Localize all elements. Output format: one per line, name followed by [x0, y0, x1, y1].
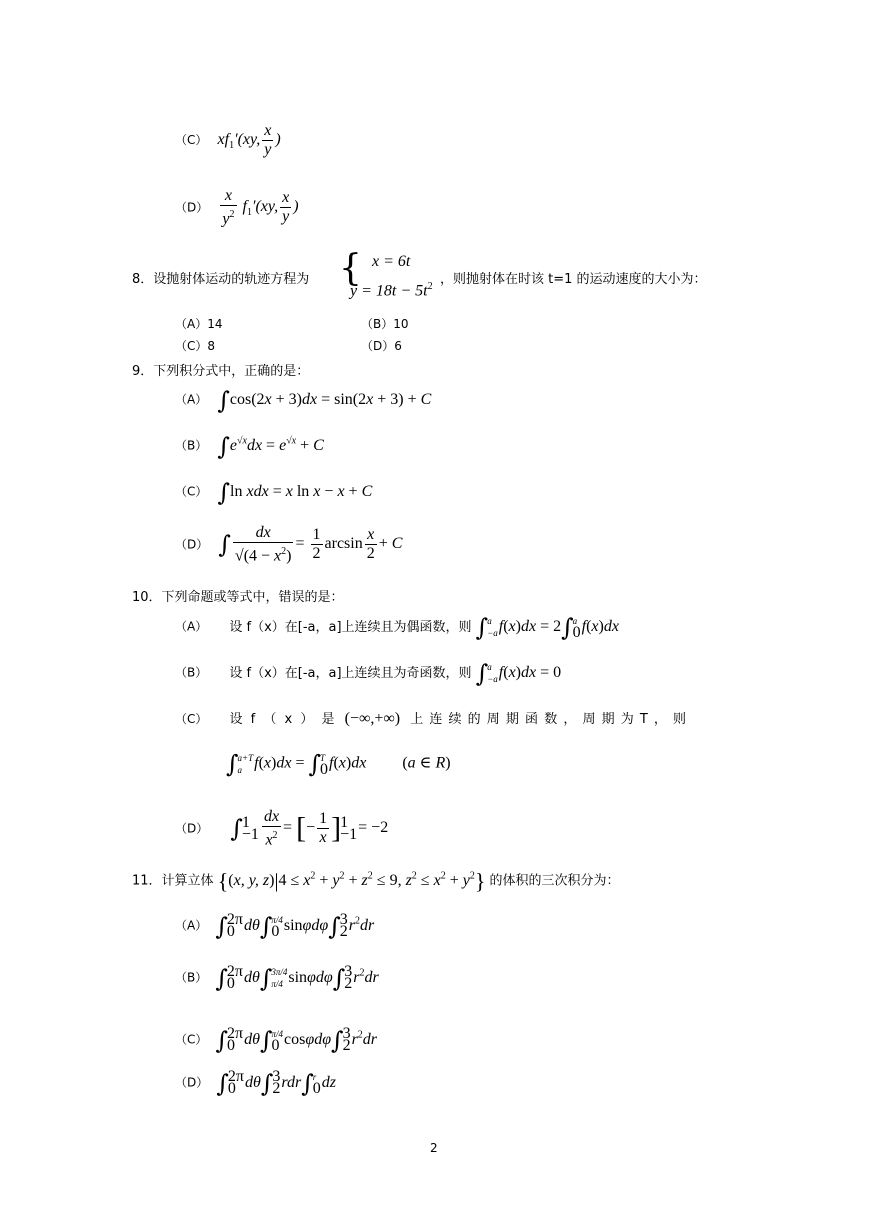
page-number: 2 [430, 1141, 438, 1155]
q10-option-c-line1 [175, 708, 686, 728]
q8-eq2: $y = 18t - 5t^2$ [350, 281, 433, 300]
q10-option-c-text1: 设 f （ x ） 是 [229, 712, 335, 727]
q11-option-b [175, 963, 379, 992]
q10-option-b-formula: ∫ a −a f(x)dx = 0 [475, 659, 562, 687]
q9-option-a [175, 388, 431, 412]
q10-option-a-text: 设 f（x）在[-a，a]上连续且为偶函数，则 [229, 619, 472, 635]
q9-option-c-formula: ∫ln xdx = x ln x − x + C [217, 478, 373, 506]
q8-left-brace-icon: { [339, 248, 362, 289]
q11-number: 11． [132, 873, 162, 889]
q11-option-a-label: （A） [175, 918, 208, 933]
q10-option-b-text: 设 f（x）在[-a，a]上连续且为奇函数，则 [229, 665, 472, 681]
q8-option-a: （A）14 [175, 317, 223, 331]
q11-option-a [175, 911, 375, 940]
q9-stem-text: 下列积分式中，正确的是： [153, 364, 310, 379]
q10-option-a-label: （A） [175, 619, 208, 634]
q10-stem-text: 下列命题或等式中，错误的是： [161, 590, 344, 605]
q9-option-a-label: （A） [175, 392, 208, 407]
q10-option-d [175, 808, 388, 849]
q9-option-c-label: （C） [175, 484, 208, 499]
q11-option-b-formula: ∫ 2π 0 dθ∫ 3π/4 π/4 sinφdφ∫ 3 2 $r^2dr$ [215, 963, 379, 992]
q10-option-c-formula: ∫ a+T a f(x)dx = ∫ T 0 f(x)dx (a ∈ R) [226, 750, 451, 778]
q8-prefix: 设抛射体运动的轨迹方程为 [153, 272, 310, 287]
q8-stem [132, 268, 309, 287]
q7-option-c [175, 122, 281, 159]
q8-eq1: x = 6t [372, 253, 411, 270]
q10-option-d-label: （D） [175, 821, 209, 836]
q10-option-d-formula: ∫ 1 −1 $\frac{dx}{x^2}$ = [− $\frac{1}{x}$ ] 1 −1 = −2 [230, 808, 389, 849]
q9-option-d-formula: ∫ $\frac{dx}{√(4 - x^2)}$ = $\frac{1}{2}$ arcsin $\frac{x}{2}$ + C [218, 524, 403, 565]
q8-suffix: ，则抛射体在时该 t=1 的运动速度的大小为： [440, 272, 707, 287]
q9-option-d [175, 524, 402, 565]
q11-option-c-formula: ∫ 2π 0 dθ∫ π/4 0 cosφdφ∫ 3 2 $r^2dr$ [215, 1025, 378, 1054]
q9-option-c [175, 480, 372, 504]
q11-option-c [175, 1025, 378, 1054]
q10-option-c-text2: 上 连 续 的 周 期 函 数 ， 周 期 为 T ， 则 [410, 712, 687, 727]
q11-prefix: 计算立体 [161, 873, 214, 889]
q9-number: 9． [132, 364, 154, 379]
q9-option-b-formula: $\int e^{√x}dx = e^{√x} + C$ [217, 432, 324, 460]
q11-option-a-formula: ∫ 2π 0 dθ∫ π/4 0 sinφdφ∫ 3 2 $r^2dr$ [215, 911, 375, 940]
q10-option-c-label: （C） [175, 712, 208, 726]
q9-option-b-label: （B） [175, 438, 208, 453]
q8-option-c: （C）8 [175, 339, 216, 353]
q11-suffix: 的体积的三次积分为： [489, 873, 620, 889]
q11-option-d-formula: ∫ 2π 0 dθ∫ 3 2 rdr∫ r 0 dz [216, 1068, 336, 1097]
q11-option-b-label: （B） [175, 970, 208, 985]
q10-stem [132, 586, 344, 605]
q7-option-d-formula: $\frac{x}{y^2}$ $f_1'(xy$, $\frac{x}{y}$ ) [222, 187, 299, 228]
q11-stem [132, 868, 620, 894]
q9-option-a-formula: ∫cos(2x + 3)dx = sin(2x + 3) + C [217, 386, 432, 414]
q8-option-b: （B）10 [361, 317, 409, 331]
q10-option-c-interval: (−∞,+∞) [344, 710, 401, 727]
q7-option-d [175, 187, 299, 228]
q11-option-d [175, 1068, 336, 1097]
q10-option-b [175, 661, 561, 685]
q8-number: 8． [132, 272, 154, 287]
q11-option-c-label: （C） [175, 1032, 208, 1047]
q10-number: 10． [132, 590, 162, 605]
q10-option-b-label: （B） [175, 665, 208, 680]
q7-option-c-formula: $xf_1'(xy$, $\frac{x}{y}$ ) [217, 122, 281, 158]
q11-option-d-label: （D） [175, 1075, 209, 1090]
q10-option-a [175, 615, 619, 639]
q7-option-d-label: （D） [175, 200, 209, 215]
q9-stem [132, 360, 309, 379]
q10-option-a-formula: ∫ a −a f(x)dx = 2∫ a 0 f(x)dx [475, 613, 619, 641]
q7-option-c-label: （C） [175, 133, 208, 148]
q9-option-d-label: （D） [175, 537, 209, 552]
q11-set: {(x, y, $z)|4 \le x^2 + y^2 + z^2 \le 9$, $z^2 \le x^2 + y^2$} [217, 868, 486, 893]
q9-option-b [175, 434, 324, 458]
q8-option-d: （D）6 [361, 339, 402, 353]
